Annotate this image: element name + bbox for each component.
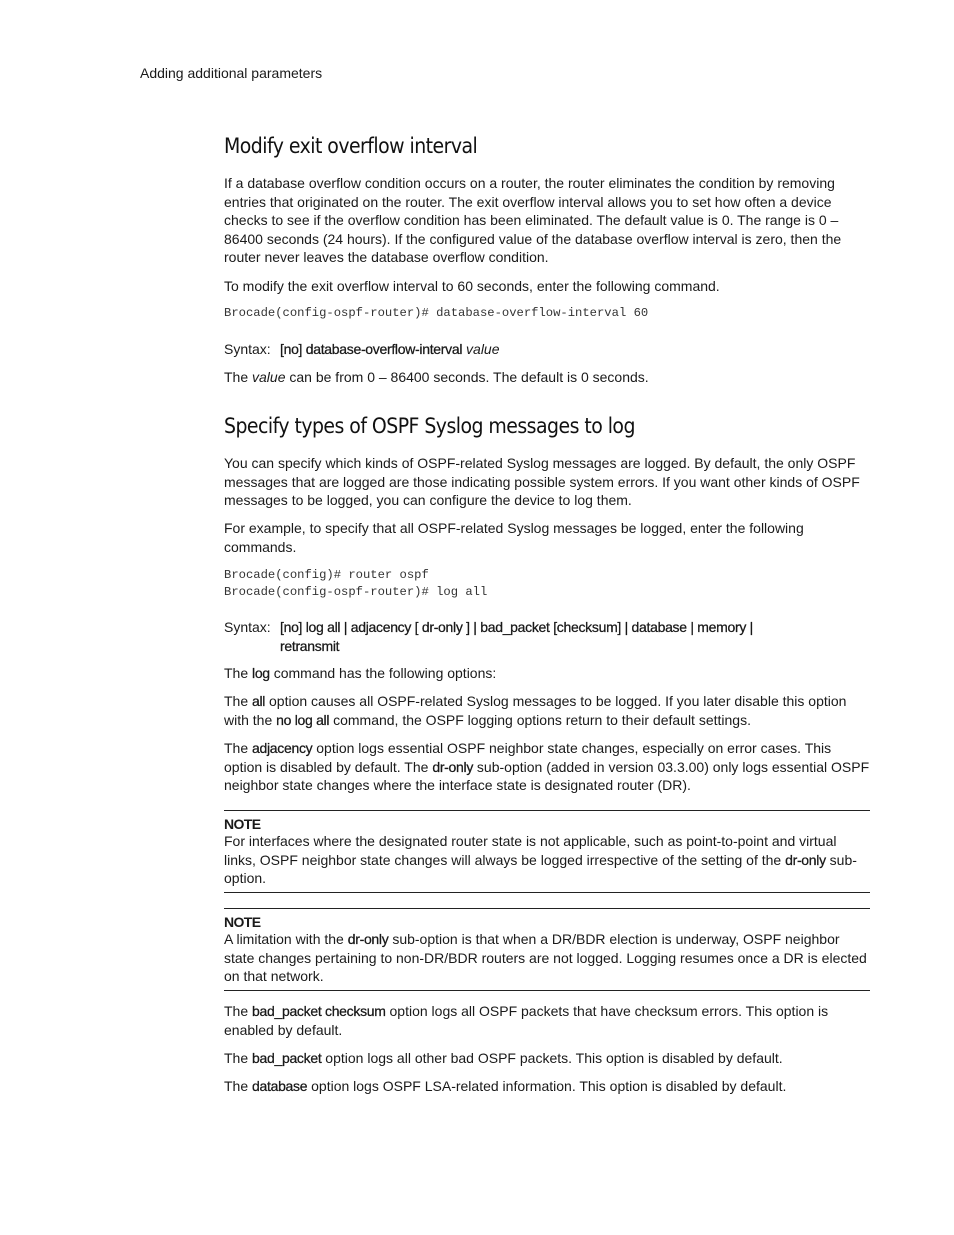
text-run: option logs essential OSPF neighbor state changes, especially on error cases. This option is disabled by default. The [224, 740, 832, 775]
note-title: NOTE [224, 914, 261, 930]
text-run: The [224, 693, 253, 709]
keyword-dr-only: dr-only [432, 758, 474, 775]
text-run: The [224, 1003, 253, 1019]
text-run: command, the OSPF logging options return to their default settings. [329, 711, 751, 728]
paragraph-all-option [224, 692, 870, 729]
text-run: The [224, 665, 253, 681]
text-run: The [224, 369, 253, 385]
syntax-command-line1: [no] log all | adjacency [ dr-only ] | bad_packet [checksum] | database | memory | [280, 619, 753, 635]
keyword-bad-packet-checksum: bad_packet checksum [252, 1003, 386, 1019]
text-run: can be from 0 – 86400 seconds. The default is 0 seconds. [285, 369, 649, 385]
keyword-dr-only: dr-only [347, 931, 389, 947]
text-run: The [224, 1050, 253, 1066]
text-run: sub-option (added in version 03.3.00) only logs essential OSPF neighbor state changes where the interface state is designated router (DR). [224, 758, 870, 794]
syntax-param: value [466, 341, 500, 357]
note-box-dr-only-limitation [224, 908, 870, 991]
text-run: option logs all other bad OSPF packets. This option is disabled by default. [321, 1050, 783, 1066]
code-overflow-command: Brocade(config-ospf-router)# database-overflow-interval 60 [224, 306, 649, 320]
text-run: sub-option. [224, 851, 857, 887]
paragraph-log-options [224, 664, 870, 683]
text-run: option logs all OSPF packets that have checksum errors. This option is enabled by default. [224, 1003, 829, 1038]
text-run: For interfaces where the designated router state is not applicable, such as point-to-point and virtual links, OSPF neighbor state changes will always be logged irrespective of the setting of the [224, 833, 837, 868]
keyword-all: all [252, 693, 266, 709]
paragraph-overflow-intro: If a database overflow condition occurs on a router, the router eliminates the condition by removing entries that originated on the router. The exit overflow interval allows you to set how often a device checks to see if the overflow condition has been eliminated. The default value is 0. The range is 0 – 86400 seconds (24 hours). If the configured value of the database overflow interval is zero, then the router never leaves the database overflow condition. [224, 175, 842, 266]
text-run: A limitation with the [224, 931, 348, 947]
text-run: The [224, 1078, 253, 1094]
text-run: command has the following options: [269, 665, 497, 681]
syntax-command-line2: retransmit [280, 637, 340, 654]
syntax-command: [no] database-overflow-interval [280, 341, 463, 357]
paragraph-syslog-example: For example, to specify that all OSPF-related Syslog messages be logged, enter the following commands. [224, 520, 804, 555]
keyword-adjacency: adjacency [252, 740, 313, 756]
text-run: sub-option is that when a DR/BDR election is underway, OSPF neighbor state changes pertaining to non-DR/BDR routers are not logged. Logging resumes once a DR is elected on that network. [224, 931, 867, 985]
paragraph-syslog-intro: You can specify which kinds of OSPF-related Syslog messages are logged. By default, the only OSPF messages that are logged are those indicating possible system errors. If you want other kinds of OSPF messages to be logged, you can configure the device to log them. [224, 455, 860, 509]
text-emphasis: value [252, 369, 286, 385]
text-run: The [224, 740, 253, 756]
note-body [224, 930, 870, 986]
keyword-log: log [252, 665, 270, 681]
paragraph-bad-packet-checksum [224, 1002, 870, 1039]
text-run: option causes all OSPF-related Syslog messages to be logged. If you later disable this option with the [224, 693, 847, 728]
paragraph-overflow-range [224, 368, 870, 387]
paragraph-adjacency-option [224, 739, 870, 795]
text-run: option logs OSPF LSA-related information. This option is disabled by default. [307, 1078, 787, 1094]
keyword-database: database [252, 1078, 308, 1094]
running-header: Adding additional parameters [140, 65, 323, 81]
section-title-exit-overflow: Modify exit overflow interval [224, 134, 478, 158]
keyword-dr-only: dr-only [785, 851, 826, 868]
paragraph-overflow-instruction: To modify the exit overflow interval to 60 seconds, enter the following command. [224, 278, 720, 294]
syntax-label: Syntax: [224, 619, 271, 635]
syntax-overflow [224, 340, 870, 359]
note-title: NOTE [224, 816, 261, 832]
keyword-no-log-all: no log all [276, 711, 330, 728]
syntax-label: Syntax: [224, 341, 271, 357]
section-title-syslog: Specify types of OSPF Syslog messages to log [224, 414, 635, 438]
code-syslog-commands: Brocade(config)# router ospf Brocade(config-ospf-router)# log all [224, 568, 488, 599]
note-box-dr-only-applicability [224, 810, 870, 893]
keyword-bad-packet: bad_packet [252, 1050, 322, 1066]
paragraph-bad-packet [224, 1049, 870, 1068]
paragraph-database [224, 1077, 870, 1096]
syntax-log [224, 618, 870, 655]
note-body [224, 832, 870, 888]
